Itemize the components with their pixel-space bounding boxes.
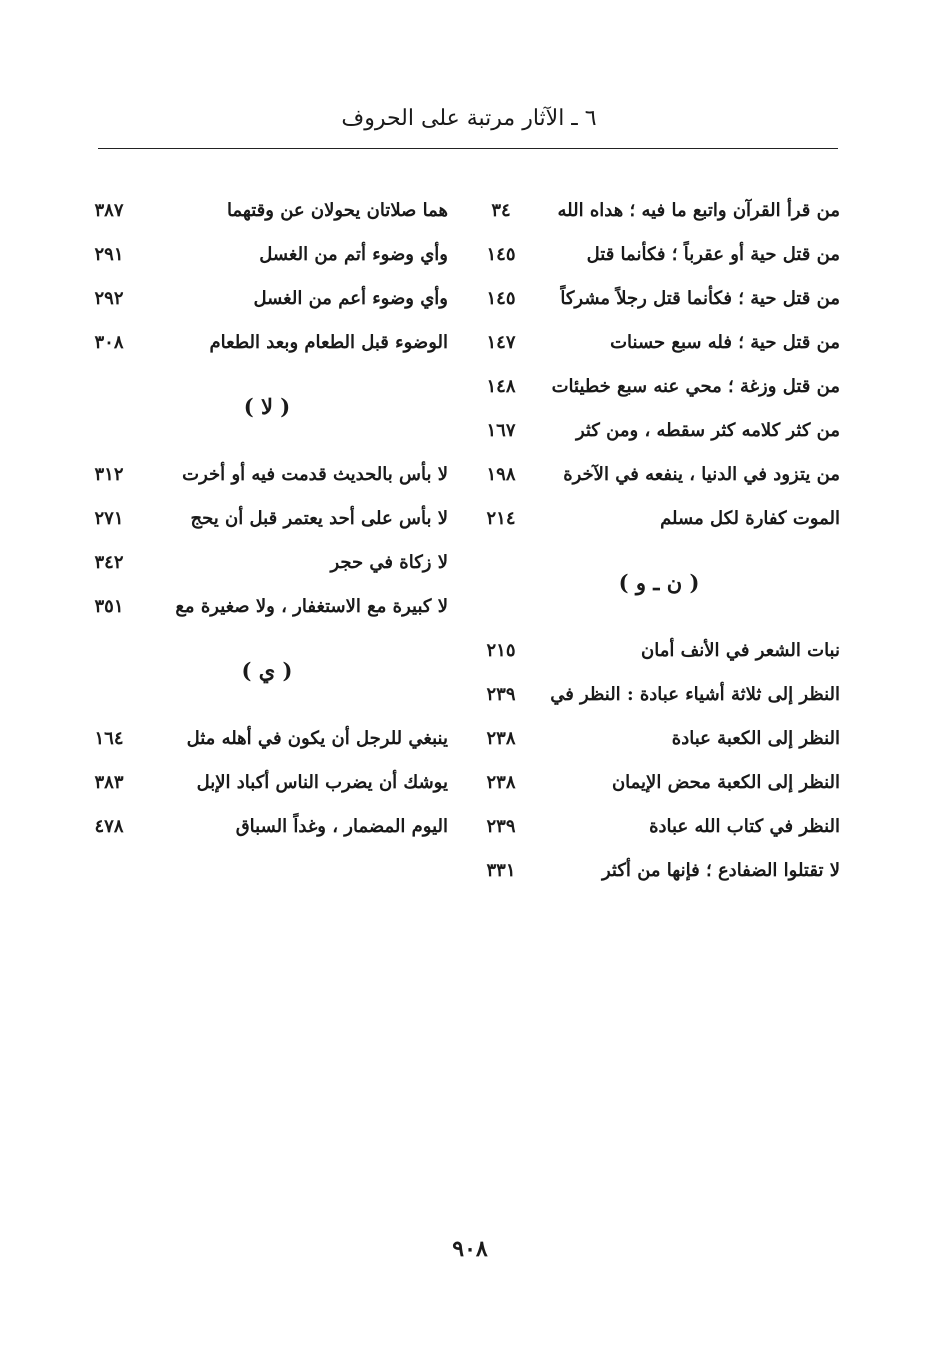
entry-page: ٢٣٩ [486, 683, 516, 705]
list-item [86, 232, 448, 276]
list-item [478, 628, 840, 672]
entry-page: ٣١٢ [94, 463, 124, 485]
list-item [478, 452, 840, 496]
entry-text: من قتل وزغة ؛ محي عنه سبع خطيئات [551, 375, 840, 397]
list-item [86, 540, 448, 584]
entry-text: النظر في كتاب الله عبادة [649, 815, 840, 837]
list-item [478, 320, 840, 364]
entry-text: من كثر كلامه كثر سقطه ، ومن كثر [575, 419, 840, 441]
entry-page: ١٤٧ [486, 331, 516, 353]
page-number: ٩٠٨ [452, 1236, 488, 1262]
page-title: ٦ ـ الآثار مرتبة على الحروف [341, 106, 597, 131]
entry-text: النظر إلى الكعبة محض الإيمان [611, 771, 840, 793]
header-divider [98, 148, 838, 149]
list-item [86, 320, 448, 364]
entry-page: ٢٧١ [94, 507, 124, 529]
entry-page: ١٤٨ [486, 375, 516, 397]
entry-page: ٢٩١ [94, 243, 124, 265]
entry-page: ٣٤ [491, 199, 511, 221]
entry-page: ٤٧٨ [94, 815, 124, 837]
list-item [86, 584, 448, 628]
list-item [478, 672, 840, 716]
list-item [86, 276, 448, 320]
list-item [86, 452, 448, 496]
entry-text: لا بأس على أحد يعتمر قبل أن يحج [190, 507, 448, 529]
index-column-right [478, 188, 840, 892]
list-item [478, 848, 840, 892]
list-item [478, 364, 840, 408]
entry-page: ١٤٥ [486, 287, 516, 309]
entry-page: ١٩٨ [486, 463, 516, 485]
entry-page: ٢٣٨ [486, 771, 516, 793]
entry-text: من يتزود في الدنيا ، ينفعه في الآخرة [563, 463, 840, 485]
entry-page: ٢١٤ [486, 507, 516, 529]
entry-text: ينبغي للرجل أن يكون في أهله مثل [186, 727, 448, 749]
list-item [478, 804, 840, 848]
list-item [478, 276, 840, 320]
entry-page: ١٦٤ [94, 727, 124, 749]
entry-text: الوضوء قبل الطعام وبعد الطعام [209, 331, 448, 353]
entry-text: من قتل حية ؛ فله سبع حسنات [610, 331, 840, 353]
entry-text: وأي وضوء أعم من الغسل [253, 287, 448, 309]
entry-text: لا زكاة في حجر [330, 551, 448, 573]
entry-page: ٣٨٧ [94, 199, 124, 221]
list-item [478, 496, 840, 540]
entry-text: الموت كفارة لكل مسلم [660, 507, 840, 529]
list-item [86, 804, 448, 848]
list-item [86, 496, 448, 540]
list-item [86, 760, 448, 804]
entry-page: ٢٣٩ [486, 815, 516, 837]
list-item [478, 232, 840, 276]
entry-page: ٣٠٨ [94, 331, 124, 353]
entry-text: هما صلاتان يحولان عن وقتهما [227, 199, 448, 221]
section-heading: ( لا ) [243, 393, 291, 419]
entry-page: ٢٩٢ [94, 287, 124, 309]
entry-text: يوشك أن يضرب الناس أكباد الإبل [196, 771, 448, 793]
entry-page: ٣٥١ [94, 595, 124, 617]
entry-page: ٢١٥ [486, 639, 516, 661]
list-item [478, 408, 840, 452]
entry-text: لا كبيرة مع الاستغفار ، ولا صغيرة مع [175, 595, 448, 617]
list-item [478, 188, 840, 232]
entry-page: ٣٤٢ [94, 551, 124, 573]
list-item [86, 716, 448, 760]
list-item [478, 716, 840, 760]
entry-text: لا بأس بالحديث قدمت فيه أو أخرت [182, 463, 448, 485]
section-heading: ( ي ) [241, 657, 293, 683]
entry-page: ١٦٧ [486, 419, 516, 441]
entry-text: من قتل حية ؛ فكأنما قتل رجلاً مشركاً [560, 287, 840, 309]
index-column-left [86, 188, 448, 848]
entry-page: ٢٣٨ [486, 727, 516, 749]
entry-text: وأي وضوء أتم من الغسل [259, 243, 448, 265]
list-item [478, 760, 840, 804]
entry-text: من قرأ القرآن واتبع ما فيه ؛ هداه الله [557, 199, 840, 221]
entry-page: ٣٨٣ [94, 771, 124, 793]
entry-text: لا تقتلوا الضفادع ؛ فإنها من أكثر [602, 859, 840, 881]
section-heading: ( ن ـ و ) [618, 569, 700, 595]
entry-page: ٣٣١ [486, 859, 516, 881]
list-item [86, 188, 448, 232]
entry-page: ١٤٥ [486, 243, 516, 265]
entry-text: نبات الشعر في الأنف أمان [641, 639, 840, 661]
entry-text: النظر إلى الكعبة عبادة [671, 727, 840, 749]
entry-text: النظر إلى ثلاثة أشياء عبادة : النظر في [550, 683, 840, 705]
entry-text: من قتل حية أو عقرباً ؛ فكأنما قتل [586, 243, 840, 265]
entry-text: اليوم المضمار ، وغداً السباق [235, 815, 448, 837]
